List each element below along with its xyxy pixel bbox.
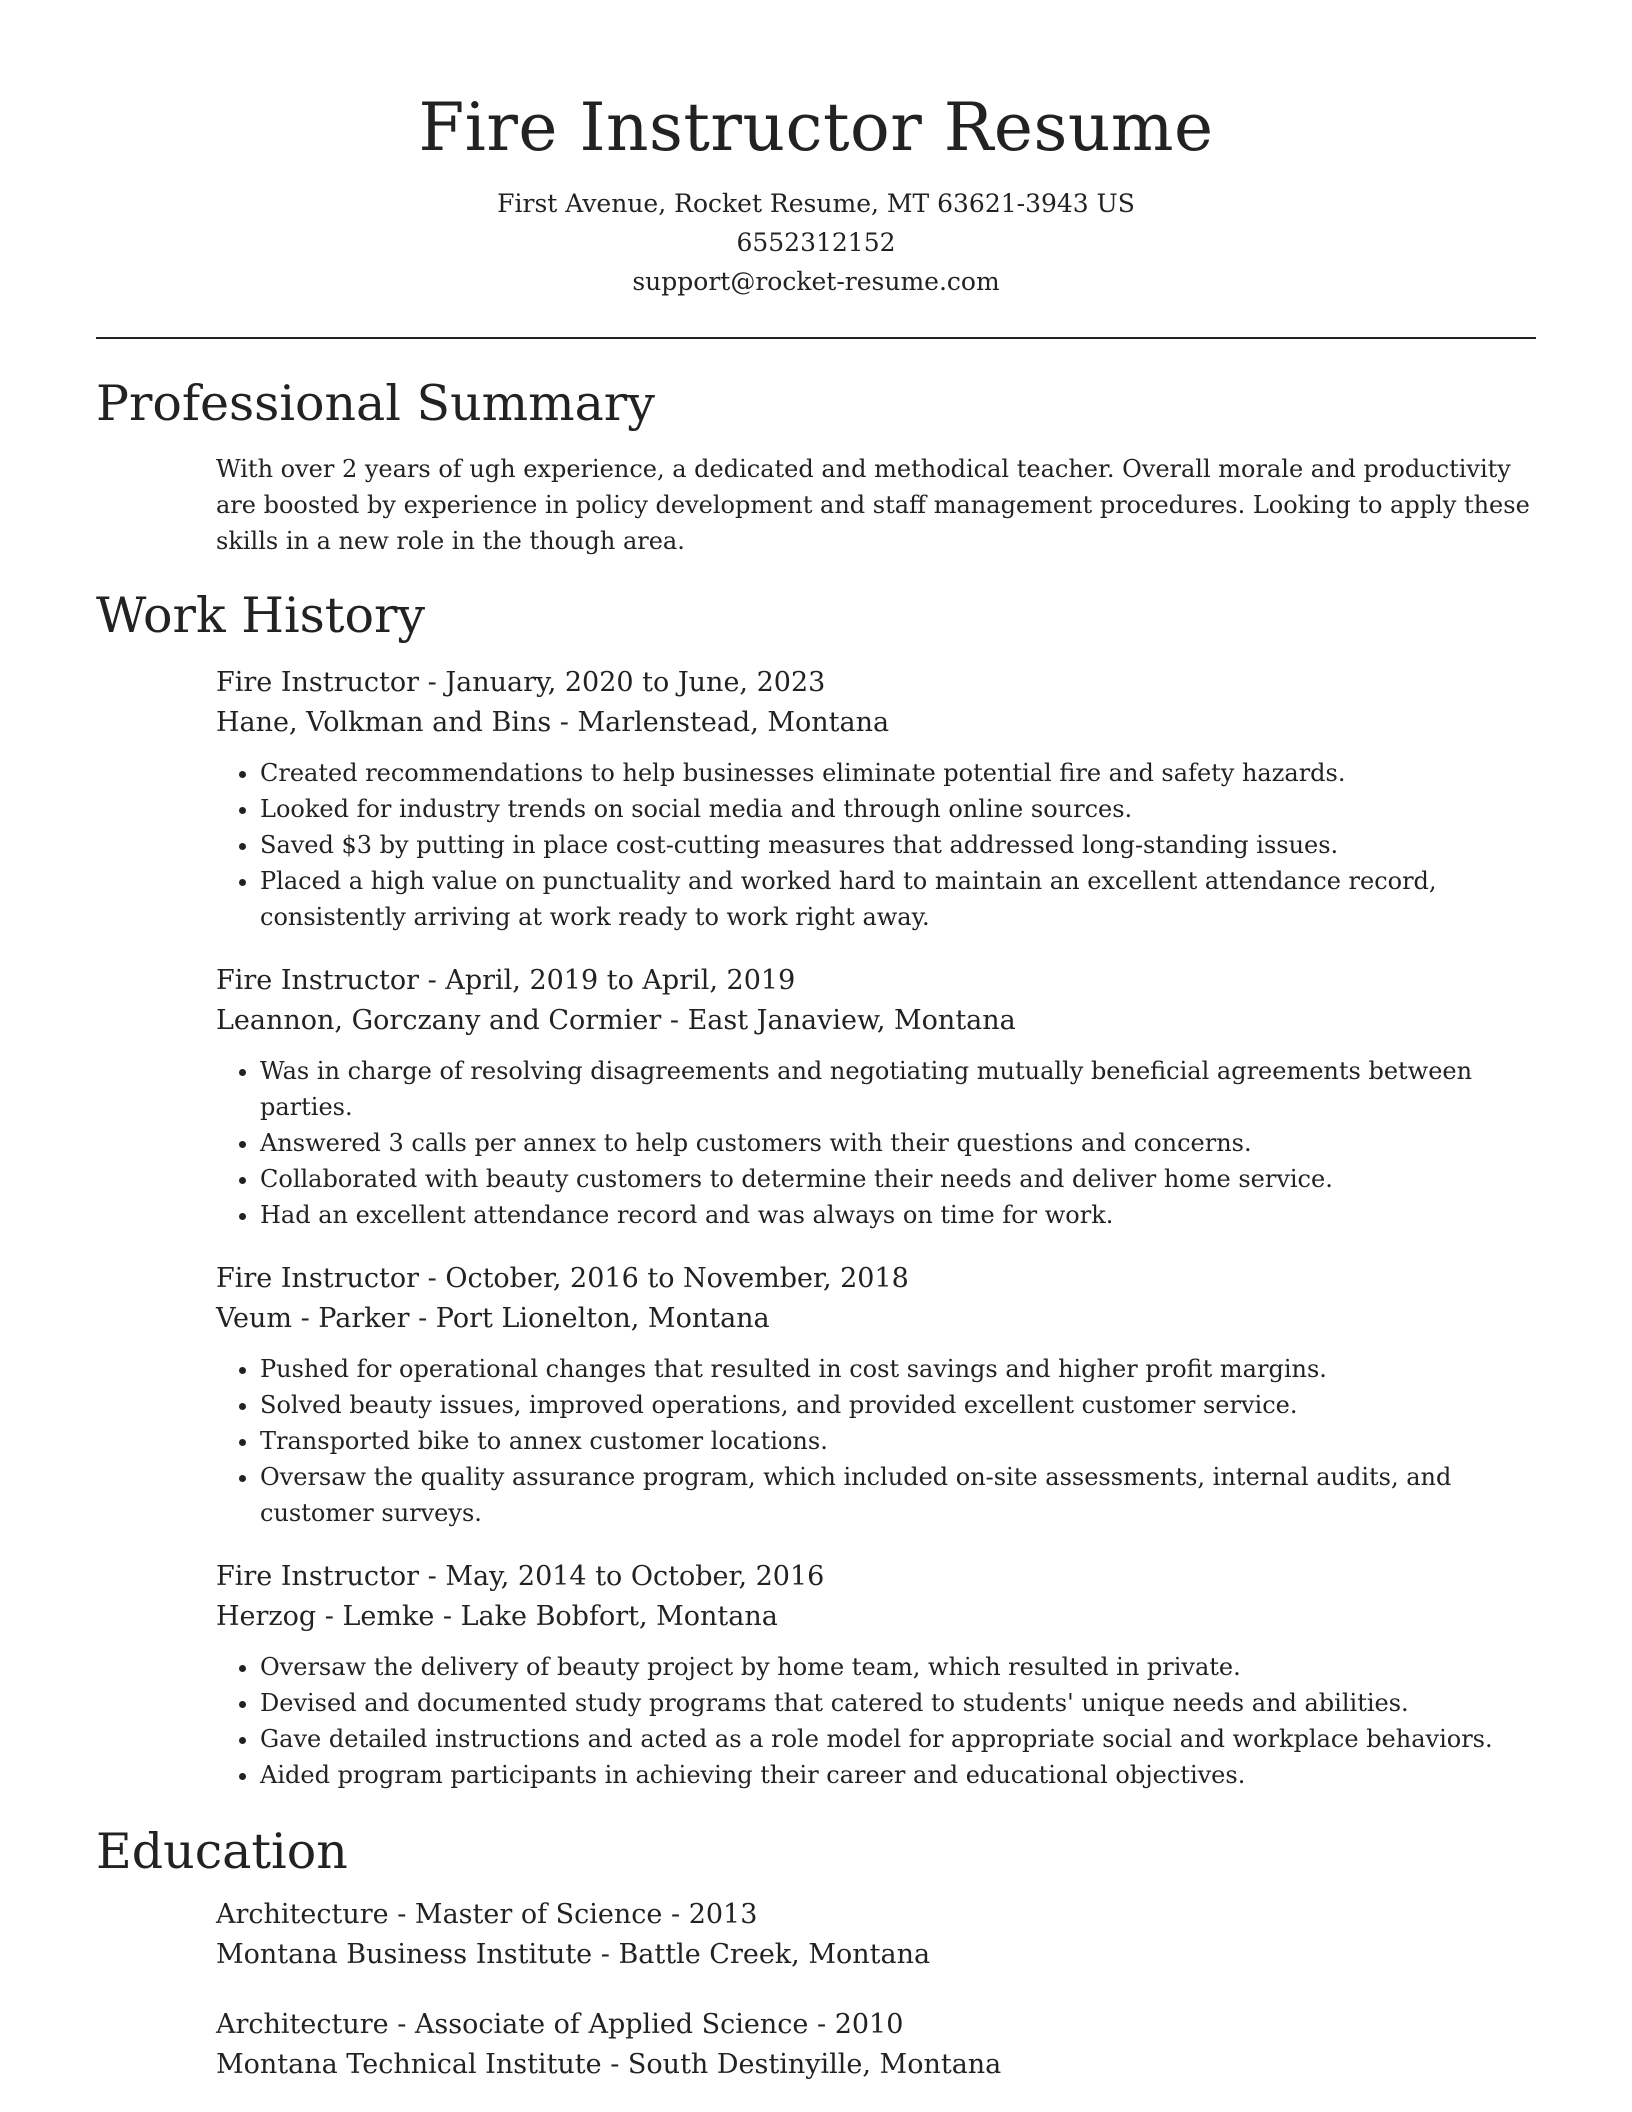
education-entry-2	[216, 2005, 1536, 2085]
job-bullets	[216, 1649, 1536, 1793]
job-dates: - April, 2019 to April, 2019	[419, 965, 796, 996]
job-title-line	[216, 1557, 1536, 1597]
list-item: • Placed a high value on punctuality and worked hard to maintain an excellent attendance record, consistently arriving at work ready to work right away.	[260, 863, 1536, 935]
contact-email: support@rocket-resume.com	[632, 267, 1000, 296]
list-item: • Aided program participants in achieving their career and educational objectives.	[260, 1757, 1536, 1793]
school-name: Montana Technical Institute	[216, 2049, 602, 2080]
job-bullets	[216, 1053, 1536, 1233]
job-location: - Lake Bobfort, Montana	[434, 1601, 778, 1632]
job-role: Fire Instructor	[216, 965, 420, 996]
list-item: • Was in charge of resolving disagreements and negotiating mutually beneficial agreements between parties.	[260, 1053, 1536, 1125]
list-item: • Pushed for operational changes that resulted in cost savings and higher profit margins.	[260, 1351, 1536, 1387]
education-heading: Education	[96, 1823, 348, 1880]
school-line	[216, 2045, 1536, 2085]
job-entry-3	[216, 1259, 1536, 1531]
degree-year: - 2010	[808, 2009, 904, 2040]
job-location: - Marlenstead, Montana	[551, 707, 890, 738]
job-dates: - May, 2014 to October, 2016	[419, 1561, 825, 1592]
job-role: Fire Instructor	[216, 1263, 420, 1294]
job-location: - Port Lionelton, Montana	[409, 1303, 770, 1334]
school-name: Montana Business Institute	[216, 1939, 593, 1970]
work-history-heading: Work History	[96, 587, 426, 644]
job-employer-line	[216, 1299, 1536, 1339]
resume-title: Fire Instructor Resume	[418, 89, 1214, 166]
degree-name: - Associate of Applied Science	[388, 2009, 809, 2040]
job-dates: - January, 2020 to June, 2023	[419, 667, 826, 698]
list-item: • Gave detailed instructions and acted as a role model for appropriate social and workplace behaviors.	[260, 1721, 1536, 1757]
list-item: • Solved beauty issues, improved operations, and provided excellent customer service.	[260, 1387, 1536, 1423]
job-role: Fire Instructor	[216, 1561, 420, 1592]
job-employer-line	[216, 703, 1536, 743]
list-item: • Oversaw the delivery of beauty project by home team, which resulted in private.	[260, 1649, 1536, 1685]
list-item: • Saved $3 by putting in place cost-cutting measures that addressed long-standing issues.	[260, 827, 1536, 863]
school-location: - Battle Creek, Montana	[592, 1939, 931, 1970]
list-item: • Devised and documented study programs that catered to students' unique needs and abilities.	[260, 1685, 1536, 1721]
contact-phone: 6552312152	[736, 228, 896, 257]
job-employer: Herzog - Lemke	[216, 1601, 435, 1632]
degree-field: Architecture	[216, 1899, 389, 1930]
summary-heading: Professional Summary	[96, 375, 655, 432]
resume-page	[96, 0, 1536, 2085]
contact-address: First Avenue, Rocket Resume, MT 63621-3943 US	[497, 189, 1135, 218]
job-bullets	[216, 1351, 1536, 1531]
school-line	[216, 1935, 1536, 1975]
summary-text: With over 2 years of ugh experience, a dedicated and methodical teacher. Overall morale and productivity are boosted by experience in policy development and staff management procedures. Looking to apply these skills in a new role in the though area.	[216, 455, 1530, 555]
header-divider	[96, 337, 1536, 339]
job-employer-line	[216, 1597, 1536, 1637]
job-title-line	[216, 1259, 1536, 1299]
job-bullets	[216, 755, 1536, 935]
list-item: • Oversaw the quality assurance program, which included on-site assessments, internal audits, and customer surveys.	[260, 1459, 1536, 1531]
education-entry-1	[216, 1895, 1536, 1975]
list-item: • Had an excellent attendance record and was always on time for work.	[260, 1197, 1536, 1233]
job-employer: Hane, Volkman and Bins	[216, 707, 552, 738]
list-item: • Collaborated with beauty customers to determine their needs and deliver home service.	[260, 1161, 1536, 1197]
degree-name: - Master of Science	[388, 1899, 663, 1930]
contact-block	[96, 184, 1536, 301]
job-employer: Veum - Parker	[216, 1303, 410, 1334]
job-title-line	[216, 663, 1536, 703]
list-item: • Created recommendations to help businesses eliminate potential fire and safety hazards.	[260, 755, 1536, 791]
list-item: • Transported bike to annex customer locations.	[260, 1423, 1536, 1459]
list-item: • Answered 3 calls per annex to help customers with their questions and concerns.	[260, 1125, 1536, 1161]
job-entry-4	[216, 1557, 1536, 1793]
job-title-line	[216, 961, 1536, 1001]
degree-line	[216, 1895, 1536, 1935]
degree-field: Architecture	[216, 2009, 389, 2040]
job-employer-line	[216, 1001, 1536, 1041]
degree-year: - 2013	[662, 1899, 758, 1930]
job-role: Fire Instructor	[216, 667, 420, 698]
school-location: - South Destinyille, Montana	[601, 2049, 1002, 2080]
job-entry-1	[216, 663, 1536, 935]
job-location: - East Janaview, Montana	[661, 1005, 1016, 1036]
job-entry-2	[216, 961, 1536, 1233]
job-dates: - October, 2016 to November, 2018	[419, 1263, 909, 1294]
job-employer: Leannon, Gorczany and Cormier	[216, 1005, 662, 1036]
degree-line	[216, 2005, 1536, 2045]
list-item: • Looked for industry trends on social media and through online sources.	[260, 791, 1536, 827]
